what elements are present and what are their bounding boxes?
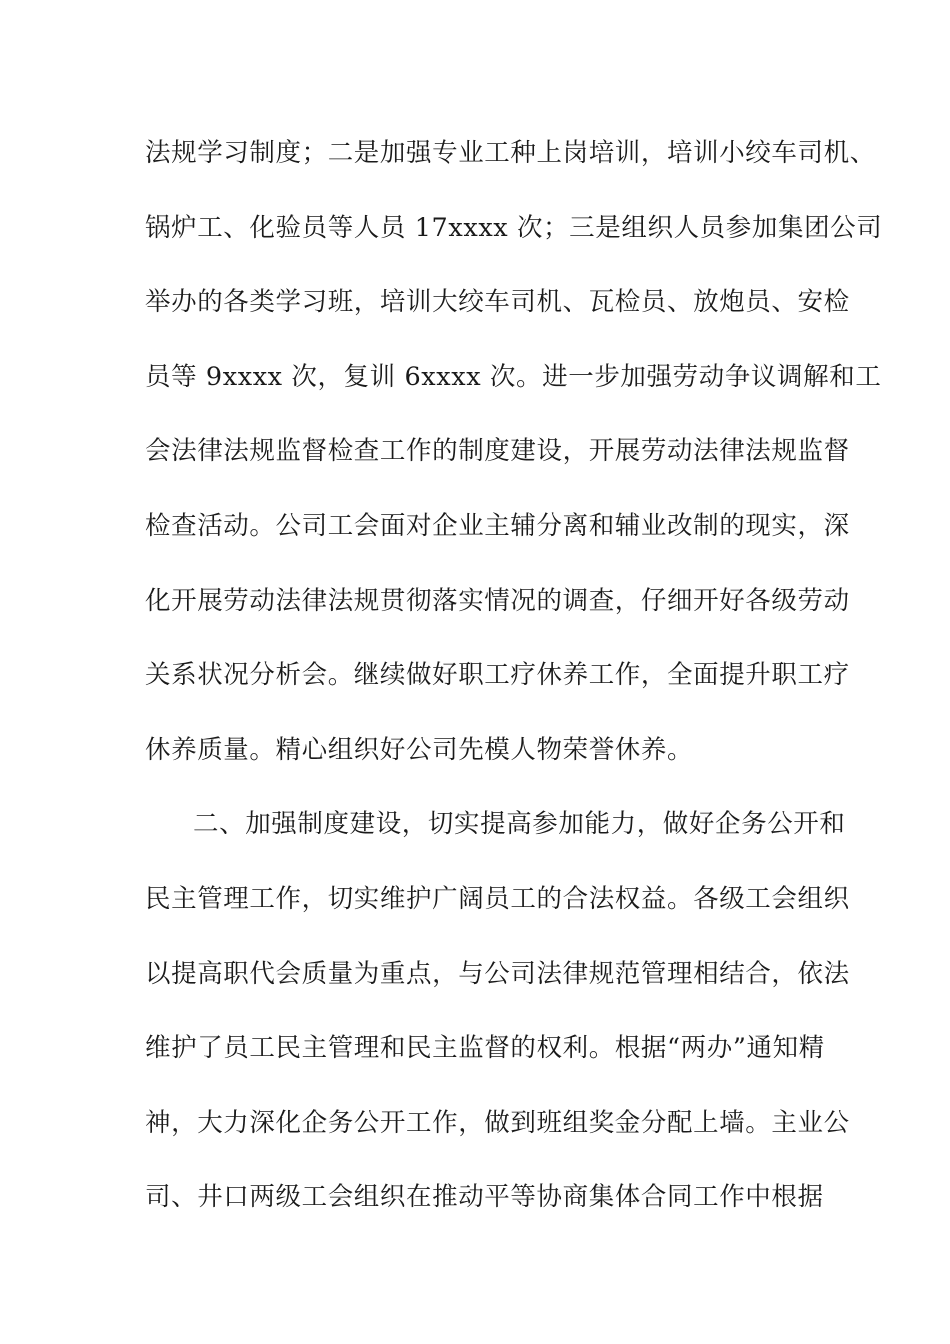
text-line: 化开展劳动法律法规贯彻落实情况的调查，仔细开好各级劳动	[145, 585, 850, 616]
text-line: 锅炉工、化验员等人员 17xxxx 次；三是组织人员参加集团公司	[145, 212, 883, 243]
text-line: 检查活动。公司工会面对企业主辅分离和辅业改制的现实，深	[145, 510, 850, 541]
text-line: 维护了员工民主管理和民主监督的权利。根据“两办”通知精	[145, 1033, 825, 1064]
paragraph-end-line: 休养质量。精心组织好公司先模人物荣誉休养。	[145, 734, 694, 765]
text-line: 法规学习制度；二是加强专业工种上岗培训，培训小绞车司机、	[145, 138, 876, 168]
text-line: 员等 9xxxx 次，复训 6xxxx 次。进一步加强劳动争议调解和工	[145, 361, 882, 392]
text-line: 会法律法规监督检查工作的制度建设，开展劳动法律法规监督	[145, 436, 850, 467]
text-line: 司、井口两级工会组织在推动平等协商集体合同工作中根据	[145, 1182, 824, 1213]
document-body	[145, 130, 883, 1249]
text-line: 民主管理工作，切实维护广阔员工的合法权益。各级工会组织	[145, 883, 850, 914]
text-line: 关系状况分析会。继续做好职工疗休养工作，全面提升职工疗	[145, 660, 850, 691]
text-line: 以提高职代会质量为重点，与公司法律规范管理相结合，依法	[145, 958, 850, 989]
paragraph-start-line: 二、加强制度建设，切实提高参加能力，做好企务公开和	[193, 809, 846, 840]
text-line: 神，大力深化企务公开工作，做到班组奖金分配上墙。主业公	[145, 1107, 850, 1138]
text-line: 举办的各类学习班，培训大绞车司机、瓦检员、放炮员、安检	[145, 287, 850, 318]
